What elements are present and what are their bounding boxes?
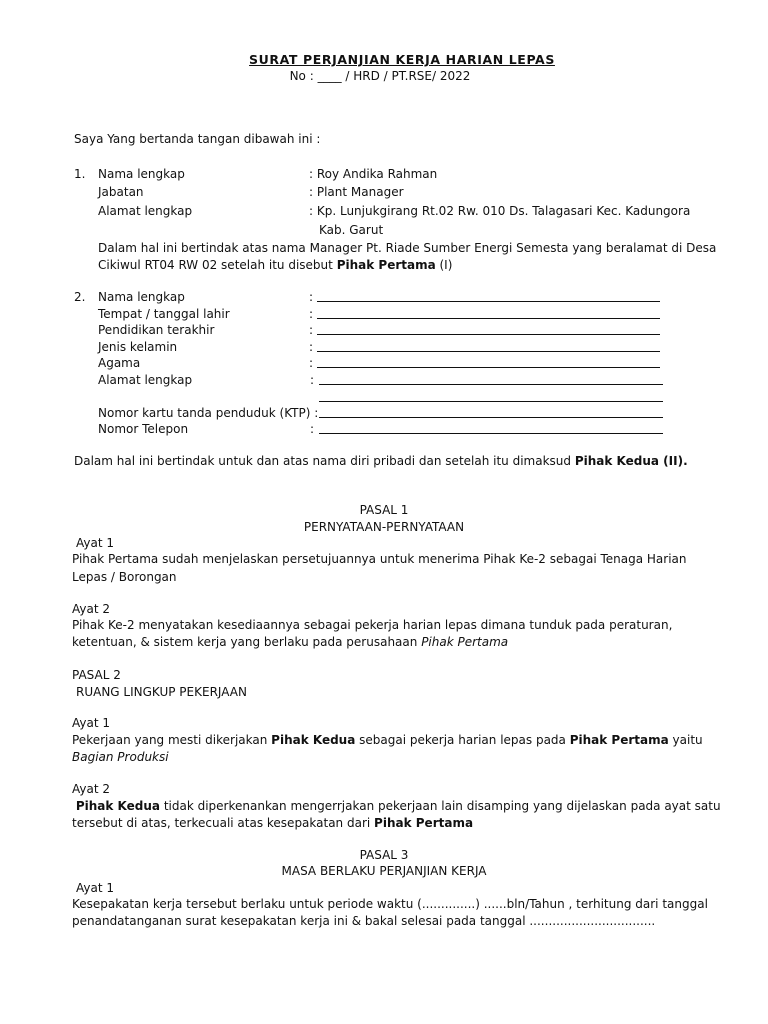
- party2-number: 2.: [74, 290, 86, 304]
- pasal2-subtitle: RUANG LINGKUP PEKERJAAN: [76, 685, 247, 699]
- party2-colon-gender: :: [309, 340, 314, 354]
- pasal2-ayat1-line1: Pekerjaan yang mesti dikerjakan Pihak Kedua sebagai pekerja harian lepas pada Pihak Pertama yaitu: [72, 733, 703, 747]
- pasal1-ayat1-title: Ayat 1: [76, 536, 115, 550]
- pasal3-title: PASAL 3: [359, 848, 409, 862]
- party1-value-position: : Plant Manager: [309, 185, 404, 199]
- document-number: No : ____ / HRD / PT.RSE/ 2022: [289, 69, 471, 83]
- pasal1-ayat2-line1: Pihak Ke-2 menyatakan kesediaannya sebagai pekerja harian lepas dimana tunduk pada peraturan,: [72, 618, 673, 632]
- party2-colon-education: :: [309, 323, 314, 337]
- party2-colon-address: :: [310, 373, 315, 387]
- pasal2-ayat1-title: Ayat 1: [72, 716, 111, 730]
- party2-colon-religion: :: [309, 356, 314, 370]
- party1-number: 1.: [74, 167, 86, 181]
- party2-label-birth: Tempat / tanggal lahir: [98, 307, 230, 321]
- pasal1-ayat1-line2: Lepas / Borongan: [72, 570, 177, 584]
- party2-blank-name[interactable]: [317, 301, 660, 302]
- party1-value-address: : Kp. Lunjukgirang Rt.02 Rw. 010 Ds. Talagasari Kec. Kadungora: [309, 204, 691, 218]
- pasal1-title: PASAL 1: [359, 503, 409, 517]
- intro-text: Saya Yang bertanda tangan dibawah ini :: [74, 132, 321, 146]
- pasal2-title: PASAL 2: [72, 668, 121, 682]
- pasal1-subtitle: PERNYATAAN-PERNYATAAN: [303, 520, 465, 534]
- party2-label-gender: Jenis kelamin: [98, 340, 178, 354]
- pasal3-subtitle: MASA BERLAKU PERJANJIAN KERJA: [281, 864, 487, 878]
- party2-label-religion: Agama: [98, 356, 141, 370]
- party2-label-ktp: Nomor kartu tanda penduduk (KTP) :: [98, 406, 319, 420]
- party2-blank-address-1[interactable]: [319, 384, 663, 385]
- party2-label-phone: Nomor Telepon: [98, 422, 189, 436]
- document-title: SURAT PERJANJIAN KERJA HARIAN LEPAS: [249, 52, 555, 67]
- pasal2-ayat2-line2: tersebut di atas, terkecuali atas kesepakatan dari Pihak Pertama: [72, 816, 474, 830]
- party2-blank-religion[interactable]: [317, 367, 660, 368]
- party2-colon-name: :: [309, 290, 314, 304]
- party1-label-position: Jabatan: [98, 185, 144, 199]
- pasal1-ayat2-line2: ketentuan, & sistem kerja yang berlaku pada perusahaan Pihak Pertama: [72, 635, 509, 649]
- pasal3-ayat1-line2: penandatanganan surat kesepakatan kerja ini & bakal selesai pada tanggal .................................: [72, 914, 656, 928]
- party2-label-address: Alamat lengkap: [98, 373, 193, 387]
- pasal3-ayat1-title: Ayat 1: [76, 881, 115, 895]
- party2-blank-gender[interactable]: [317, 351, 660, 352]
- pasal2-ayat2-line1: Pihak Kedua tidak diperkenankan mengerrjakan pekerjaan lain disamping yang dijelaskan pada ayat satu: [75, 799, 721, 813]
- party2-label-education: Pendidikan terakhir: [98, 323, 215, 337]
- party1-description-line2: Cikiwul RT04 RW 02 setelah itu disebut Pihak Pertama (I): [98, 258, 453, 272]
- party1-address-continuation: Kab. Garut: [319, 223, 384, 237]
- party1-label-address: Alamat lengkap: [98, 204, 193, 218]
- pasal2-ayat1-line2: Bagian Produksi: [72, 750, 169, 764]
- party2-colon-phone: :: [310, 422, 315, 436]
- party2-colon-birth: :: [309, 307, 314, 321]
- party2-label-name: Nama lengkap: [98, 290, 185, 304]
- party2-blank-address-2[interactable]: [319, 401, 663, 402]
- party1-label-name: Nama lengkap: [98, 167, 185, 181]
- party1-value-name: : Roy Andika Rahman: [309, 167, 438, 181]
- pasal1-ayat1-line1: Pihak Pertama sudah menjelaskan persetujuannya untuk menerima Pihak Ke-2 sebagai Tenaga Harian: [72, 552, 687, 566]
- pasal1-ayat2-title: Ayat 2: [72, 602, 111, 616]
- party2-blank-ktp[interactable]: [319, 417, 663, 418]
- pasal3-ayat1-line1: Kesepakatan kerja tersebut berlaku untuk periode waktu (..............) ......bln/Tahun , terhitung dari tanggal: [72, 897, 708, 911]
- party2-blank-birth[interactable]: [317, 318, 660, 319]
- party2-blank-phone[interactable]: [319, 433, 663, 434]
- party2-blank-education[interactable]: [317, 334, 660, 335]
- party2-statement: Dalam hal ini bertindak untuk dan atas nama diri pribadi dan setelah itu dimaksud Pihak Kedua (II).: [74, 454, 688, 468]
- party1-description-line1: Dalam hal ini bertindak atas nama Manager Pt. Riade Sumber Energi Semesta yang beralamat di Desa: [98, 241, 717, 255]
- pasal2-ayat2-title: Ayat 2: [72, 782, 111, 796]
